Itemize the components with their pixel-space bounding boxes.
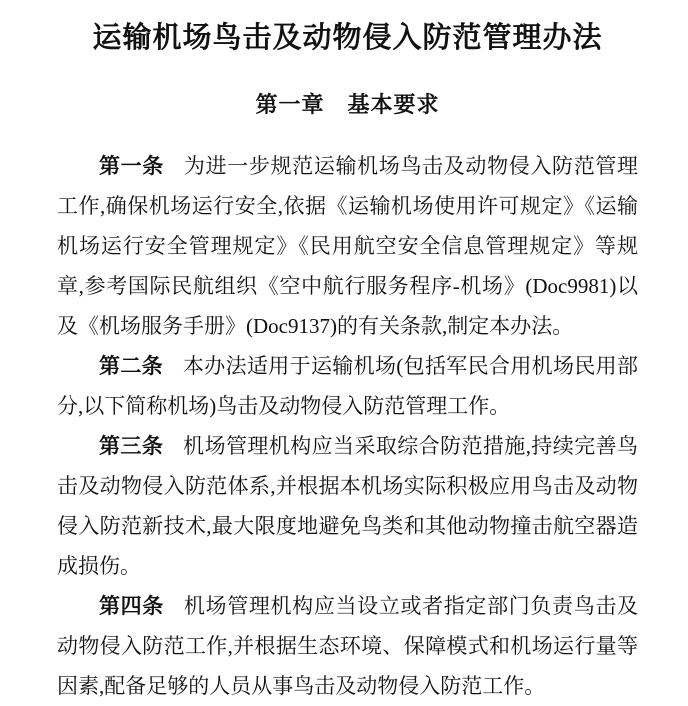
article-paragraph: [57, 426, 638, 586]
document-title: 运输机场鸟击及动物侵入防范管理办法: [92, 22, 603, 54]
article-number: 第二条: [99, 354, 164, 378]
articles-section: [57, 146, 638, 706]
chapter-heading: 第一章 基本要求: [255, 92, 440, 117]
article-text: 机场管理机构应当设立或者指定部门负责鸟击及动物侵入防范工作,并根据生态环境、保障模式和机场运行量等因素,配备足够的人员从事鸟击及动物侵入防范工作。: [57, 594, 639, 698]
article-number: 第四条: [99, 594, 164, 618]
article-text: 机场管理机构应当采取综合防范措施,持续完善鸟击及动物侵入防范体系,并根据本机场实际积极应用鸟击及动物侵入防范新技术,最大限度地避免鸟类和其他动物撞击航空器造成损伤。: [57, 434, 639, 578]
article-paragraph: [57, 586, 638, 706]
article-number: 第三条: [99, 434, 164, 458]
article-text: 为进一步规范运输机场鸟击及动物侵入防范管理工作,确保机场运行安全,依据《运输机场使用许可规定》《运输机场运行安全管理规定》《民用航空安全信息管理规定》等规章,参考国际民航组织《空中航行服务程序-机场》(Doc9981)以及《机场服务手册》(Doc9137)的有关条款,制定本办法。: [57, 154, 639, 338]
article-paragraph: [57, 346, 638, 426]
article-text: 本办法适用于运输机场(包括军民合用机场民用部分,以下简称机场)鸟击及动物侵入防范管理工作。: [57, 354, 638, 418]
article-paragraph: [57, 146, 638, 346]
article-number: 第一条: [99, 154, 164, 178]
